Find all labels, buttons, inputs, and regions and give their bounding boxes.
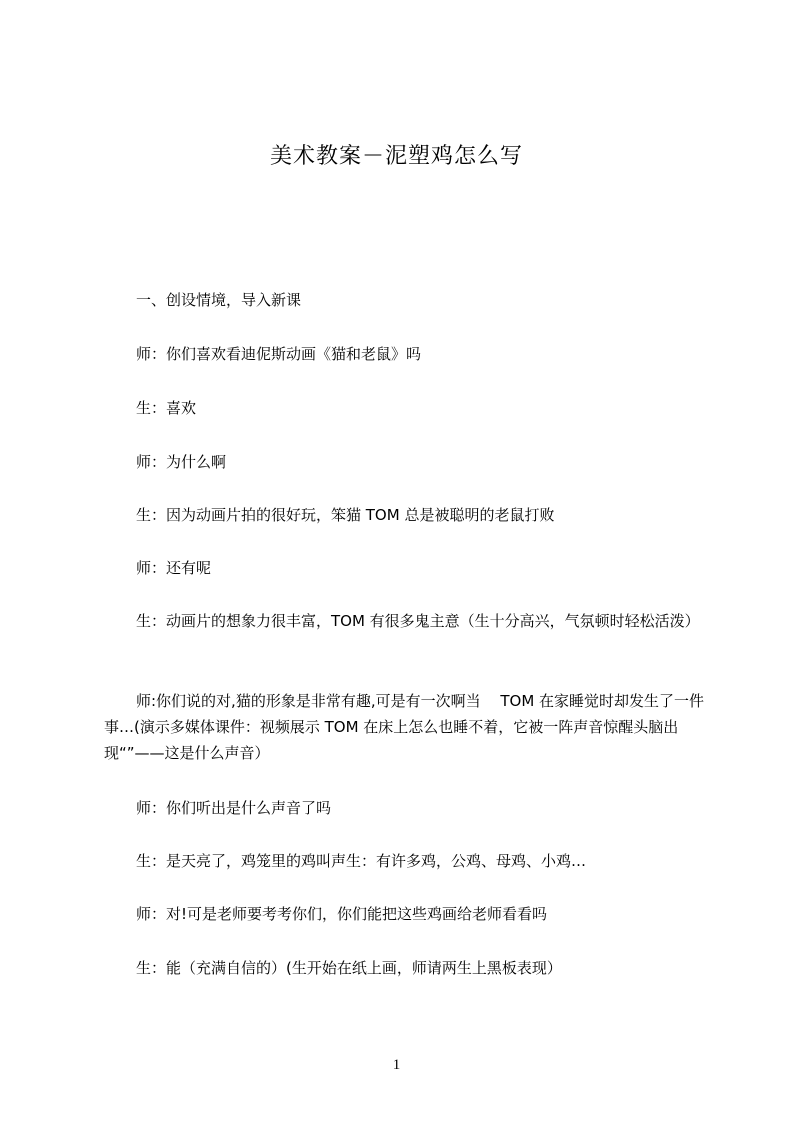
paragraph-dialogue: 师：还有呢 (136, 559, 212, 577)
paragraph-dialogue: 生：动画片的想象力很丰富，TOM 有很多鬼主意（生十分高兴，气氛顿时轻松活泼） (136, 612, 700, 630)
paragraph-dialogue: 生：能（充满自信的）(生开始在纸上画，师请两生上黑板表现） (136, 959, 562, 977)
paragraph-dialogue: 师：你们听出是什么声音了吗 (136, 799, 332, 817)
page-number: 1 (392, 1057, 401, 1073)
paragraph-dialogue: 师:你们说的对,猫的形象是非常有趣,可是有一次啊当 TOM 在家睡觉时却发生了一件事…(演示多媒体课件：视频展示 TOM 在床上怎么也睡不着，它被一阵声音惊醒头脑出现“”——这是什么声音） (104, 692, 705, 762)
paragraph-dialogue: 生：喜欢 (136, 399, 197, 417)
paragraph-dialogue: 师：为什么啊 (136, 453, 227, 471)
paragraph-dialogue: 生：是天亮了，鸡笼里的鸡叫声生：有许多鸡，公鸡、母鸡、小鸡… (136, 852, 587, 870)
paragraph-dialogue: 师：你们喜欢看迪伲斯动画《猫和老鼠》吗 (136, 345, 422, 363)
paragraph-section-heading: 一、创设情境，导入新课 (136, 291, 302, 309)
document-title: 美术教案－泥塑鸡怎么写 (269, 144, 523, 169)
paragraph-dialogue: 师：对!可是老师要考考你们，你们能把这些鸡画给老师看看吗 (136, 905, 548, 923)
paragraph-dialogue: 生：因为动画片拍的很好玩，笨猫 TOM 总是被聪明的老鼠打败 (136, 506, 555, 524)
